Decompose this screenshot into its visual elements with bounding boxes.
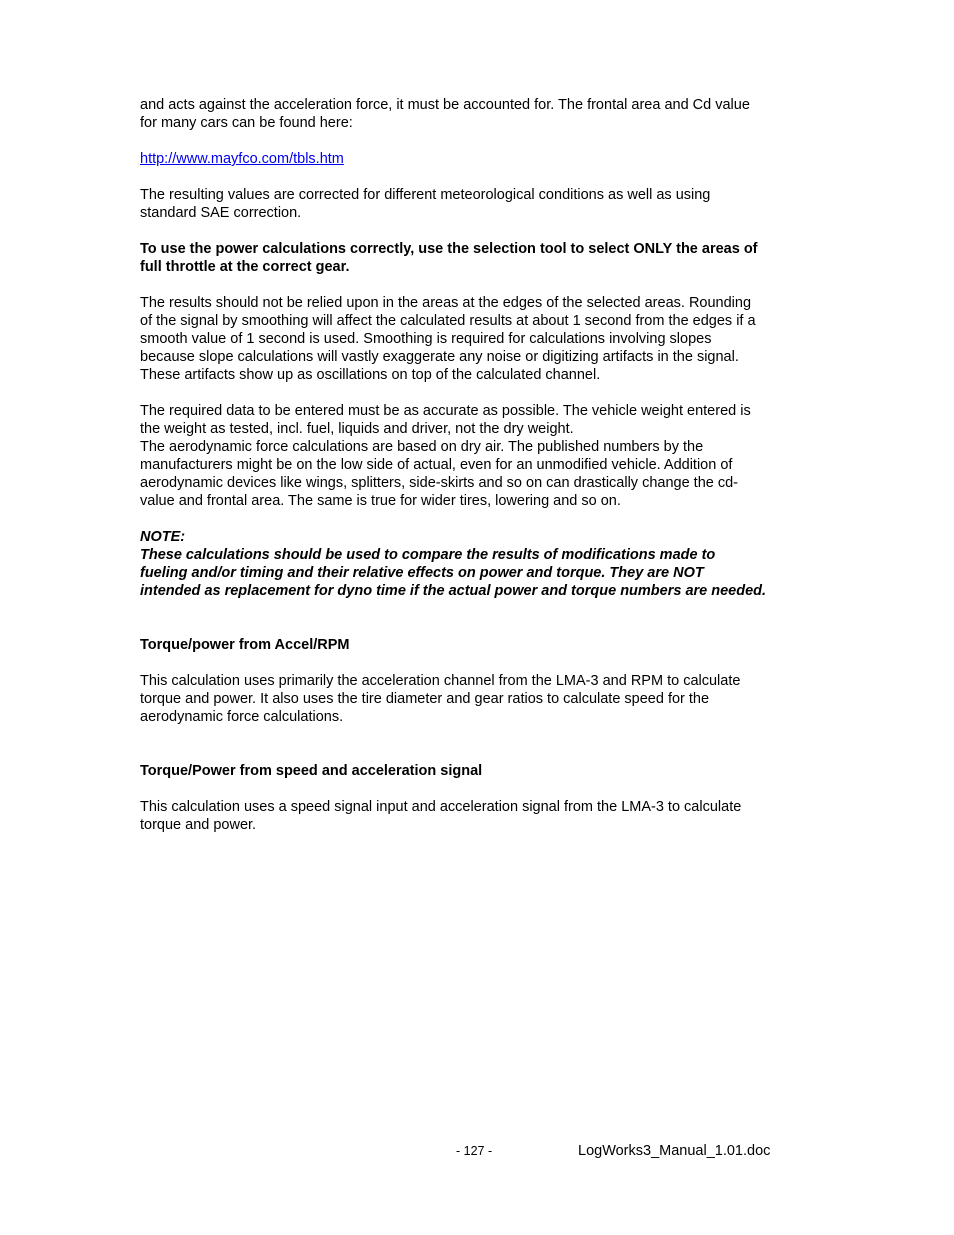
accuracy-paragraph bbox=[140, 402, 820, 510]
smoothing-line-5: These artifacts show up as oscillations on top of the calculated channel. bbox=[140, 367, 601, 383]
correction-line-1: The resulting values are corrected for different meteorological conditions as well as using bbox=[140, 187, 711, 203]
accuracy-line-5: aerodynamic devices like wings, splitters, side-skirts and so on can drastically change the cd- bbox=[140, 475, 738, 491]
note-line-3: intended as replacement for dyno time if the actual power and torque numbers are needed. bbox=[140, 583, 767, 599]
usage-warning-paragraph bbox=[140, 240, 820, 276]
smoothing-line-3: smooth value of 1 second is used. Smoothing is required for calculations involving slopes bbox=[140, 331, 712, 347]
document-page bbox=[140, 96, 820, 834]
accuracy-line-2: the weight as tested, incl. fuel, liquids and driver, not the dry weight. bbox=[140, 421, 574, 437]
accuracy-line-3: The aerodynamic force calculations are based on dry air. The published numbers by the bbox=[140, 439, 704, 455]
smoothing-line-1: The results should not be relied upon in the areas at the edges of the selected areas. Rounding bbox=[140, 295, 752, 311]
section-heading-accel-rpm: Torque/power from Accel/RPM bbox=[140, 637, 350, 653]
footer-page-number: - 127 - bbox=[456, 1144, 493, 1158]
note-line-2: fueling and/or timing and their relative effects on power and torque. They are NOT bbox=[140, 565, 704, 581]
speed-accel-line-2: torque and power. bbox=[140, 817, 257, 833]
intro-line-1: and acts against the acceleration force, it must be accounted for. The frontal area and Cd value bbox=[140, 97, 750, 113]
intro-line-2: for many cars can be found here: bbox=[140, 115, 353, 131]
note-paragraph bbox=[140, 528, 820, 600]
footer-document-name: LogWorks3_Manual_1.01.doc bbox=[578, 1143, 771, 1159]
accel-rpm-line-3: aerodynamic force calculations. bbox=[140, 709, 344, 725]
accel-rpm-line-2: torque and power. It also uses the tire diameter and gear ratios to calculate speed for the bbox=[140, 691, 710, 707]
note-line-1: These calculations should be used to compare the results of modifications made to bbox=[140, 547, 716, 563]
correction-line-2: standard SAE correction. bbox=[140, 205, 302, 221]
usage-warning-line-1: To use the power calculations correctly, use the selection tool to select ONLY the areas of bbox=[140, 241, 758, 257]
section-body-speed-accel bbox=[140, 798, 820, 834]
intro-paragraph bbox=[140, 96, 820, 132]
accuracy-line-6: value and frontal area. The same is true for wider tires, lowering and so on. bbox=[140, 493, 621, 509]
accuracy-line-1: The required data to be entered must be as accurate as possible. The vehicle weight entered is bbox=[140, 403, 751, 419]
link-paragraph bbox=[140, 150, 820, 168]
section-heading-speed-accel: Torque/Power from speed and acceleration signal bbox=[140, 763, 483, 779]
smoothing-line-2: of the signal by smoothing will affect the calculated results at about 1 second from the edges if a bbox=[140, 313, 756, 329]
accuracy-line-4: manufacturers might be on the low side of actual, even for an unmodified vehicle. Addition of bbox=[140, 457, 733, 473]
smoothing-paragraph bbox=[140, 294, 820, 384]
mayfco-link[interactable]: http://www.mayfco.com/tbls.htm bbox=[140, 151, 344, 167]
note-label: NOTE: bbox=[140, 529, 186, 545]
speed-accel-line-1: This calculation uses a speed signal input and acceleration signal from the LMA-3 to calculate bbox=[140, 799, 742, 815]
smoothing-line-4: because slope calculations will vastly exaggerate any noise or digitizing artifacts in the signal. bbox=[140, 349, 739, 365]
section-body-accel-rpm bbox=[140, 672, 820, 726]
accel-rpm-line-1: This calculation uses primarily the acceleration channel from the LMA-3 and RPM to calculate bbox=[140, 673, 741, 689]
usage-warning-line-2: full throttle at the correct gear. bbox=[140, 259, 350, 275]
correction-paragraph bbox=[140, 186, 820, 222]
